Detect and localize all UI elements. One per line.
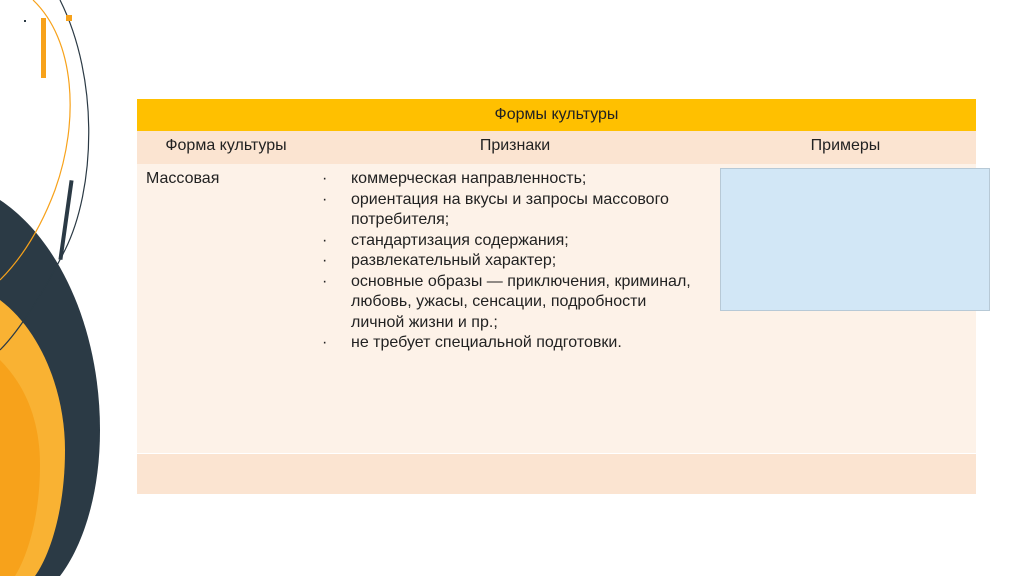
dark-dot [24,20,26,22]
feature-item [320,190,700,231]
feature-item [320,333,700,354]
feature-text: коммерческая направленность; [351,170,587,187]
bullet-dot: · [322,252,328,269]
feature-text: ориентация на вкусы и запросы массового потребителя; [351,190,669,228]
orange-square [66,15,72,21]
feature-item [320,231,700,252]
table-header-row [137,131,976,164]
feature-item [320,251,700,272]
culture-forms-table [137,99,976,494]
feature-item [320,272,700,334]
header-form: Форма культуры [165,137,287,154]
features-list [320,169,700,354]
header-examples: Примеры [810,137,881,154]
table-row [137,164,976,453]
table-empty-row [137,454,976,494]
bullet-dot: · [322,334,328,351]
feature-text: стандартизация содержания; [351,231,569,249]
header-features: Признаки [479,137,551,154]
examples-placeholder-box[interactable] [720,168,990,311]
feature-text: не требует специальной подготовки. [351,334,622,351]
feature-text: основные образы — приключения, криминал, любовь, ужасы, сенсации, подробности личной жизни и пр.; [351,272,691,331]
bullet-dot: · [322,170,328,187]
bullet-dot: · [322,190,328,208]
orange-bar [41,18,46,78]
bullet-dot: · [322,272,328,290]
feature-text: развлекательный характер; [351,252,557,269]
bullet-dot: · [322,231,328,249]
form-name-cell: Массовая [146,170,220,187]
table-title: Формы культуры [137,99,976,131]
feature-item [320,169,700,190]
